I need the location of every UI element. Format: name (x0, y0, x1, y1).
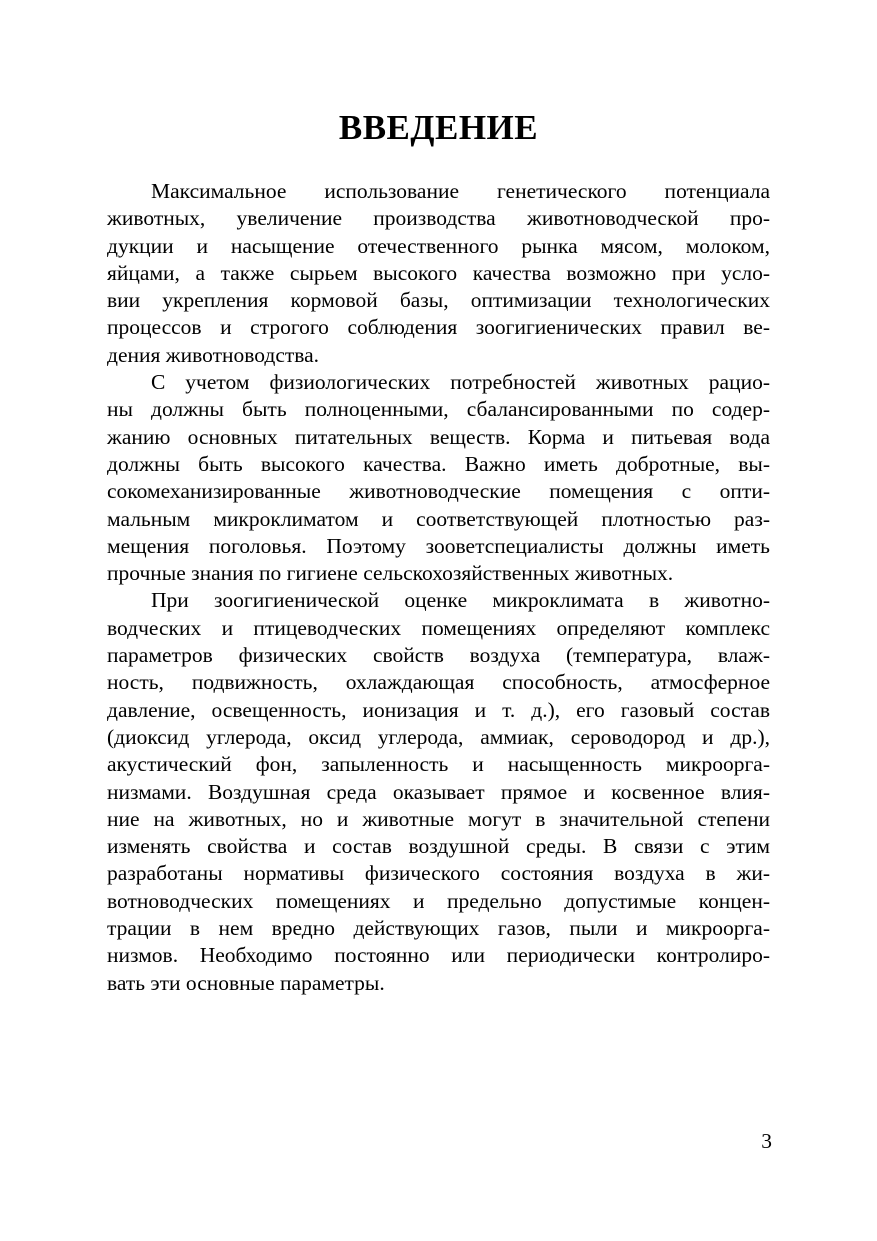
text-line: При зоогигиенической оценке микроклимата в животно- (151, 588, 770, 613)
text-line: ние на животных, но и животные могут в значительной степени (107, 806, 770, 831)
body-text (107, 178, 770, 997)
text-line: дукции и насыщение отечественного рынка мясом, молоком, (107, 233, 770, 258)
text-line: жанию основных питательных веществ. Корма и питьевая вода (107, 424, 770, 449)
text-line: дения животноводства. (107, 342, 320, 367)
text-line: низмов. Необходимо постоянно или периодически контролиро- (107, 943, 770, 968)
paragraph-1 (107, 178, 770, 369)
page-number: 3 (761, 1129, 772, 1153)
text-line: трации в нем вредно действующих газов, пыли и микроорга- (107, 916, 770, 941)
text-line: вать эти основные параметры. (107, 970, 385, 995)
text-line: животных, увеличение производства животноводческой про- (107, 206, 770, 231)
text-line: мещения поголовья. Поэтому зооветспециалисты должны иметь (107, 533, 770, 558)
text-line: процессов и строгого соблюдения зоогигиенических правил ве- (107, 315, 770, 340)
text-line: яйцами, а также сырьем высокого качества возможно при усло- (107, 260, 770, 285)
paragraph-2 (107, 369, 770, 587)
text-line: должны быть высокого качества. Важно иметь добротные, вы- (107, 451, 770, 476)
text-line: Максимальное использование генетического потенциала (151, 179, 770, 203)
text-line: изменять свойства и состав воздушной среды. В связи с этим (107, 834, 770, 859)
text-line: низмами. Воздушная среда оказывает прямое и косвенное влия- (107, 779, 770, 804)
text-line: разработаны нормативы физического состояния воздуха в жи- (107, 861, 770, 886)
text-line: акустический фон, запыленность и насыщенность микроорга- (107, 752, 770, 777)
text-line: вотноводческих помещениях и предельно допустимые концен- (107, 888, 770, 913)
page-title: ВВЕДЕНИЕ (338, 108, 539, 147)
text-line: вии укрепления кормовой базы, оптимизации технологических (107, 288, 770, 313)
text-line: прочные знания по гигиене сельскохозяйственных животных. (107, 561, 674, 586)
text-line: водческих и птицеводческих помещениях определяют комплекс (107, 615, 770, 640)
text-line: параметров физических свойств воздуха (температура, влаж- (107, 643, 770, 668)
text-line: (диоксид углерода, оксид углерода, аммиак, сероводород и др.), (107, 724, 770, 749)
text-line: давление, освещенность, ионизация и т. д.), его газовый состав (107, 697, 770, 722)
text-line: ны должны быть полноценными, сбалансированными по содер- (107, 397, 770, 422)
paragraph-3 (107, 587, 770, 996)
text-line: ность, подвижность, охлаждающая способность, атмосферное (107, 670, 770, 695)
text-line: сокомеханизированные животноводческие помещения с опти- (107, 479, 770, 504)
text-line: С учетом физиологических потребностей животных рацио- (151, 370, 770, 395)
text-line: мальным микроклиматом и соответствующей плотностью раз- (107, 506, 770, 531)
